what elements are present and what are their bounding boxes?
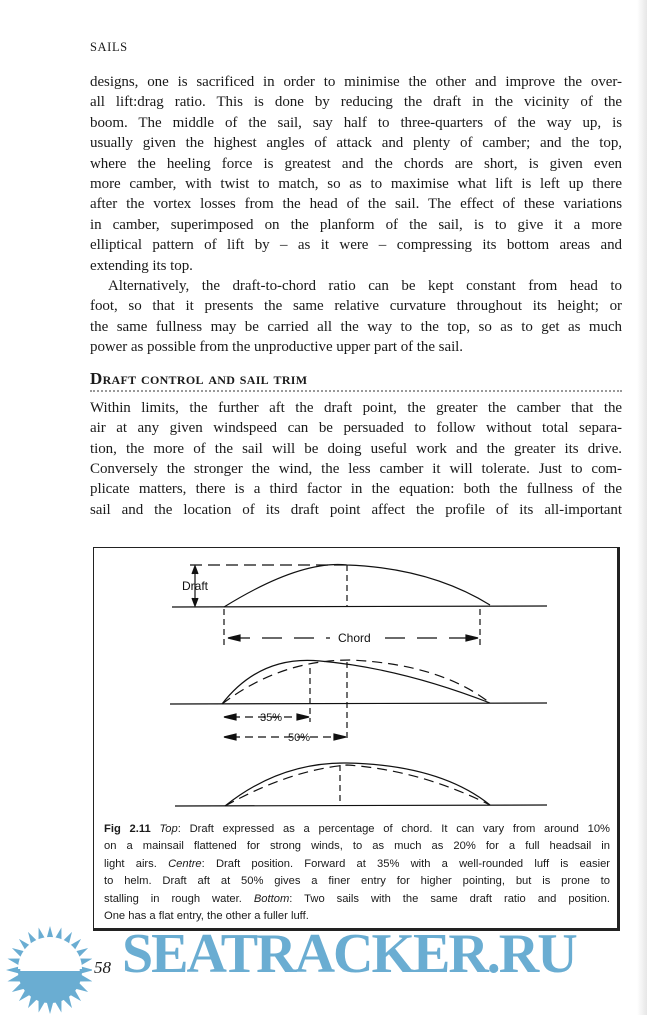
text-line: Conversely the stronger the wind, the less camber it will tolerate. Just to com- <box>90 460 622 477</box>
caption-text: stalling in rough water. <box>104 892 254 905</box>
sun-logo-icon <box>0 925 92 1015</box>
text-line: in camber, superimposed on the planform of the sail, is to give it a more <box>90 216 622 233</box>
page-number: 58 <box>94 958 111 977</box>
caption-line <box>104 856 610 873</box>
text-line: designs, one is sacrificed in order to minimise the other and improve the over- <box>90 74 622 90</box>
running-head: SAILS <box>90 40 128 54</box>
section-heading: Draft control and sail trim <box>90 369 622 392</box>
text-line: all lift:drag ratio. This is done by reducing the draft in the vicinity of the <box>90 94 622 111</box>
text-line: more camber, with twist to match, so as to maximise what lift is left up there <box>90 176 622 193</box>
caption-text: : Draft position. Forward at 35% with a well-rounded luff is easier <box>201 857 611 870</box>
text-line: sail and the location of its draft point affect the profile of its all-important <box>90 501 622 518</box>
text-line: usually given the highest angles of attack and plenty of camber; and the top, <box>90 135 622 152</box>
bottom-sail <box>175 763 547 806</box>
caption-emphasis: Centre <box>168 857 202 870</box>
label-50-percent: 50% <box>288 732 311 744</box>
caption-line <box>104 821 610 838</box>
figure-number: Fig 2.11 <box>104 823 151 835</box>
text-line: foot, so that it presents the same relative curvature throughout its height; or <box>90 298 622 315</box>
caption-text: : Draft expressed as a percentage of chord. It can vary from around 10% <box>177 823 611 835</box>
caption-line: One has a flat entry, the other a fuller luff. <box>104 910 309 923</box>
caption-line: to helm. Draft aft at 50% gives a finer entry for higher pointing, but is prone to <box>104 875 610 888</box>
text-line: Within limits, the further aft the draft point, the greater the camber that the <box>90 399 622 416</box>
text-line: boom. The middle of the sail, say half to three-quarters of the way up, is <box>90 114 622 131</box>
text-line: elliptical pattern of lift by – as it were – compressing its bottom areas and <box>90 237 622 254</box>
caption-line <box>104 891 610 908</box>
text-line: tion, the more of the sail will be doing useful work and the greater its drive. <box>90 440 622 457</box>
text-line: the same fullness may be carried all the way to the top, so as to get as much <box>90 318 622 335</box>
caption-emphasis: Bottom <box>253 892 290 905</box>
text-line: extending its top. <box>90 257 193 274</box>
text-line: where the heeling force is greatest and the chords are short, is given even <box>90 155 622 172</box>
chord-label: Chord <box>338 631 371 645</box>
text-line: after the vortex losses from the head of the sail. The effect of these variations <box>90 196 622 213</box>
caption-text: light airs. <box>104 857 169 870</box>
draft-label: Draft <box>182 579 209 593</box>
text-line: plicate matters, there is a third factor in the equation: both the fullness of the <box>90 481 622 498</box>
caption-text: : Two sails with the same draft ratio and position. <box>289 892 610 905</box>
text-line: power as possible from the unproductive upper part of the sail. <box>90 339 464 356</box>
caption-line: on a mainsail flattened for strong winds, to as much as 20% for a full headsail in <box>104 840 610 853</box>
text-line: air at any given windspeed can be persuaded to follow without total separa- <box>90 420 622 437</box>
label-35-percent: 35% <box>260 712 283 724</box>
watermark: SEATRACKER.RU <box>122 923 576 985</box>
caption-emphasis: Top <box>159 823 178 835</box>
figure-caption <box>104 821 610 925</box>
text-line: Alternatively, the draft-to-chord ratio can be kept constant from head to <box>108 278 622 295</box>
middle-sail <box>170 660 547 742</box>
